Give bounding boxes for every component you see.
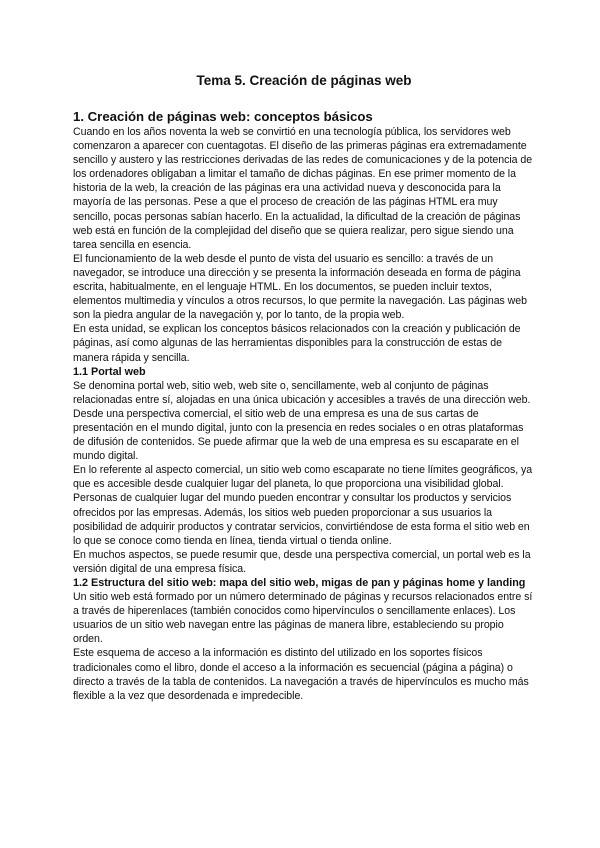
subsection-heading-1-2: 1.2 Estructura del sitio web: mapa del sitio web, migas de pan y páginas home y landing xyxy=(73,577,526,589)
paragraph: Desde una perspectiva comercial, el sitio web de una empresa es una de sus cartas de presentación en el mundo digital, junto con la presencia en redes sociales o en otras plataformas de difusión de contenidos. Se puede afirmar que la web de una empresa es su escaparate en el mundo digital. xyxy=(73,407,524,463)
paragraph: El funcionamiento de la web desde el punto de vista del usuario es sencillo: a través de un navegador, se introduce una dirección y se presenta la información deseada en forma de página escrita, habitualmente, en el lenguaje HTML. En los documentos, se pueden incluir textos, elementos multimedia y vínculos a otros recursos, lo que permite la navegación. Las páginas web son la piedra angular de la navegación y, por lo tanto, de la propia web. xyxy=(73,252,527,322)
paragraph: En esta unidad, se explican los conceptos básicos relacionados con la creación y publicación de páginas, así como algunas de las herramientas disponibles para la construcción de estas de manera rápida y sencilla. xyxy=(73,323,521,364)
paragraph: Un sitio web está formado por un número determinado de páginas y recursos relacionados entre sí a través de hiperenlaces (también conocidos como hipervínculos o sencillamente enlaces). Los usuarios de un sitio web navegan entre las páginas de manera libre, estableciendo su propio orden. xyxy=(73,591,533,646)
paragraph: Cuando en los años noventa la web se convirtió en una tecnología pública, los servidores web comenzaron a aparecer con cuentagotas. El diseño de las primeras páginas era extremadamente sencillo y austero y las restricciones derivadas de las redes de comunicaciones y de la potencia de los ordenadores obligaban a limitar el tamaño de dichas páginas. En ese primer momento de la historia de la web, la creación de las páginas era una actividad nueva y desconocida para la mayoría de las personas. Pese a que el proceso de creación de las páginas HTML era muy sencillo, pocas personas sabían hacerlo. En la actualidad, la dificultad de la creación de páginas web está en función de la complejidad del diseño que se quiera realizar, pero sigue siendo una tarea sencilla en esencia. xyxy=(73,126,533,251)
paragraph: En muchos aspectos, se puede resumir que, desde una perspectiva comercial, un portal web es la versión digital de una empresa física. xyxy=(73,548,531,575)
section-heading-1: 1. Creación de páginas web: conceptos básicos xyxy=(73,109,373,124)
paragraph: Se denomina portal web, sitio web, web site o, sencillamente, web al conjunto de páginas relacionadas entre sí, alojadas en una única ubicación y accesibles a través de una dirección web. xyxy=(73,379,531,406)
document-title: Tema 5. Creación de páginas web xyxy=(196,73,412,88)
paragraph: Este esquema de acceso a la información es distinto del utilizado en los soportes físicos tradicionales como el libro, donde el acceso a la información es secuencial (página a página) o directo a través de la tabla de contenidos. La navegación a través de hipervínculos es mucho más flexible a la vez que desordenada e impredecible. xyxy=(73,647,529,702)
document-page xyxy=(73,72,535,703)
paragraph: En lo referente al aspecto comercial, un sitio web como escaparate no tiene límites geográficos, ya que es accesible desde cualquier lugar del planeta, lo que proporciona una visibilidad global. Personas de cualquier lugar del mundo pueden encontrar y consultar los productos y servicios ofrecidos por las empresas. Además, los sitios web pueden proporcionar a sus usuarios la posibilidad de adquirir productos y contratar servicios, convirtiéndose de esta forma el sitio web en lo que se conoce como tienda en línea, tienda virtual o tienda online. xyxy=(73,464,533,547)
subsection-heading-1-1: 1.1 Portal web xyxy=(73,365,146,378)
